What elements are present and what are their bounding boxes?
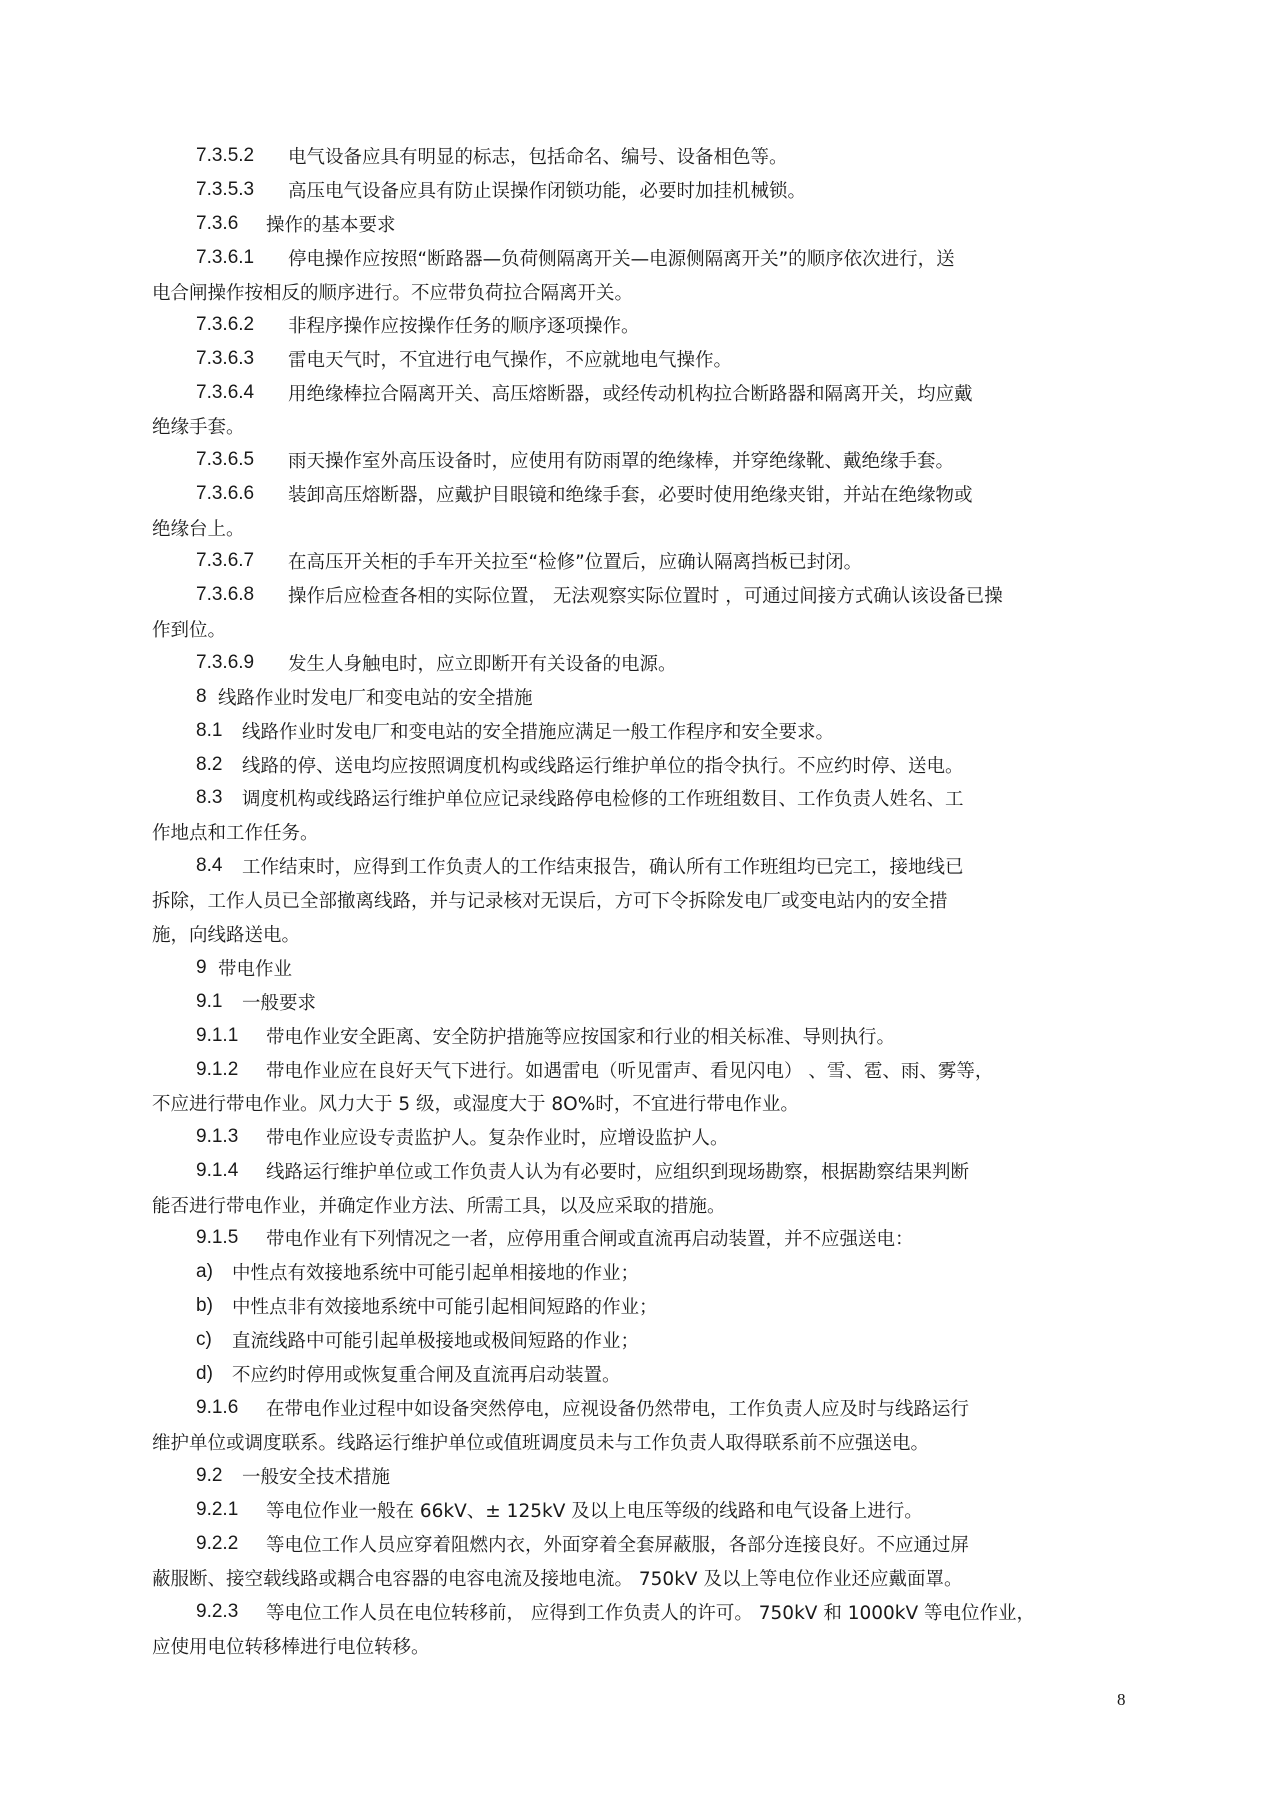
clause-number: 7.3.6.2 — [196, 314, 255, 335]
clause-text: 等电位工作人员应穿着阻燃内衣，外面穿着全套屏蔽服，各部分连接良好。不应通过屏 — [266, 1535, 970, 1556]
paragraph-continuation: 施，向线路送电。 — [152, 925, 301, 946]
clause-text: 一般要求 — [242, 993, 317, 1014]
clause-number: 9.2.1 — [196, 1499, 239, 1520]
clause-number: 9.2 — [196, 1465, 223, 1486]
paragraph-continuation: 绝缘台上。 — [152, 519, 245, 540]
clause-number: 7.3.6.9 — [196, 652, 255, 673]
clause-number: 8.4 — [196, 855, 223, 876]
clause-number: 7.3.6.8 — [196, 584, 255, 605]
clause-text: 不应约时停用或恢复重合闸及直流再启动装置。 — [232, 1365, 621, 1386]
clause-text: 在高压开关柜的手车开关拉至“检修”位置后，应确认隔离挡板已封闭。 — [288, 552, 863, 573]
clause-number: 7.3.6.1 — [196, 247, 255, 268]
clause-text: 停电操作应按照“断路器—负荷侧隔离开关—电源侧隔离开关”的顺序依次进行，送 — [288, 249, 955, 270]
clause-number: 8.2 — [196, 754, 223, 775]
clause-number: 7.3.6 — [196, 213, 239, 234]
clause-number: 7.3.6.5 — [196, 449, 255, 470]
clause-number: 7.3.6.6 — [196, 483, 255, 504]
clause-text: 工作结束时，应得到工作负责人的工作结束报告，确认所有工作班组均已完工，接地线已 — [242, 857, 964, 878]
clause-text: 在带电作业过程中如设备突然停电，应视设备仍然带电，工作负责人应及时与线路运行 — [266, 1399, 970, 1420]
clause-text: 带电作业 — [218, 959, 293, 980]
page-number: 8 — [1117, 1690, 1126, 1709]
paragraph-continuation: 作到位。 — [152, 620, 227, 641]
clause-number: a) — [196, 1261, 213, 1282]
clause-text: 操作的基本要求 — [266, 215, 396, 236]
clause-number: 9.1.6 — [196, 1397, 239, 1418]
clause-text: 中性点非有效接地系统中可能引起相间短路的作业； — [232, 1297, 658, 1318]
clause-number: 7.3.6.4 — [196, 382, 255, 403]
clause-number: 9.1 — [196, 991, 223, 1012]
paragraph-continuation: 绝缘手套。 — [152, 417, 245, 438]
clause-text: 发生人身触电时，应立即断开有关设备的电源。 — [288, 654, 677, 675]
clause-text: 线路作业时发电厂和变电站的安全措施 — [218, 688, 533, 709]
clause-text: 等电位作业一般在 66kV、± 125kV 及以上电压等级的线路和电气设备上进行。 — [266, 1501, 923, 1522]
clause-text: 一般安全技术措施 — [242, 1467, 391, 1488]
clause-text: 用绝缘棒拉合隔离开关、高压熔断器，或经传动机构拉合断路器和隔离开关，均应戴 — [288, 384, 973, 405]
clause-text: 装卸高压熔断器，应戴护目眼镜和绝缘手套，必要时使用绝缘夹钳，并站在绝缘物或 — [288, 485, 973, 506]
clause-number: c) — [196, 1329, 212, 1350]
clause-text: 带电作业应在良好天气下进行。如遇雷电（听见雷声、看见闪电） 、雪、雹、雨、雾等， — [266, 1061, 994, 1082]
clause-text: 带电作业应设专责监护人。复杂作业时，应增设监护人。 — [266, 1128, 729, 1149]
clause-number: 9 — [196, 957, 207, 978]
clause-text: 操作后应检查各相的实际位置， 无法观察实际位置时 ，可通过间接方式确认该设备已操 — [288, 586, 1003, 607]
paragraph-continuation: 拆除，工作人员已全部撤离线路，并与记录核对无误后，方可下令拆除发电厂或变电站内的安全措 — [152, 891, 948, 912]
clause-text: 线路作业时发电厂和变电站的安全措施应满足一般工作程序和安全要求。 — [242, 722, 835, 743]
clause-number: 9.1.2 — [196, 1059, 239, 1080]
clause-text: 线路运行维护单位或工作负责人认为有必要时，应组织到现场勘察，根据勘察结果判断 — [266, 1162, 970, 1183]
clause-number: 8.3 — [196, 787, 223, 808]
clause-text: 雨天操作室外高压设备时，应使用有防雨罩的绝缘棒，并穿绝缘靴、戴绝缘手套。 — [288, 451, 955, 472]
clause-number: 9.2.2 — [196, 1533, 239, 1554]
clause-text: 带电作业安全距离、安全防护措施等应按国家和行业的相关标准、导则执行。 — [266, 1027, 896, 1048]
paragraph-continuation: 电合闸操作按相反的顺序进行。不应带负荷拉合隔离开关。 — [152, 283, 634, 304]
paragraph-continuation: 作地点和工作任务。 — [152, 823, 319, 844]
clause-text: 非程序操作应按操作任务的顺序逐项操作。 — [288, 316, 640, 337]
clause-number: b) — [196, 1295, 213, 1316]
paragraph-continuation: 应使用电位转移棒进行电位转移。 — [152, 1637, 430, 1658]
clause-text: 雷电天气时，不宜进行电气操作，不应就地电气操作。 — [288, 350, 733, 371]
clause-number: 9.1.5 — [196, 1227, 239, 1248]
clause-number: 9.1.3 — [196, 1126, 239, 1147]
clause-text: 直流线路中可能引起单极接地或极间短路的作业； — [232, 1331, 640, 1352]
paragraph-continuation: 不应进行带电作业。风力大于 5 级，或湿度大于 8O%时，不宜进行带电作业。 — [152, 1094, 799, 1115]
clause-number: d) — [196, 1363, 213, 1384]
clause-text: 等电位工作人员在电位转移前， 应得到工作负责人的许可。 750kV 和 1000kV 等电位作业， — [266, 1603, 1036, 1624]
clause-text: 线路的停、送电均应按照调度机构或线路运行维护单位的指令执行。不应约时停、送电。 — [242, 756, 964, 777]
clause-number: 8.1 — [196, 720, 223, 741]
clause-number: 7.3.6.3 — [196, 348, 255, 369]
paragraph-continuation: 能否进行带电作业，并确定作业方法、所需工具，以及应采取的措施。 — [152, 1196, 726, 1217]
clause-text: 中性点有效接地系统中可能引起单相接地的作业； — [232, 1263, 640, 1284]
clause-text: 带电作业有下列情况之一者，应停用重合闸或直流再启动装置，并不应强送电： — [266, 1229, 914, 1250]
clause-number: 7.3.6.7 — [196, 550, 255, 571]
clause-number: 9.1.1 — [196, 1025, 239, 1046]
clause-number: 9.2.3 — [196, 1601, 239, 1622]
clause-text: 调度机构或线路运行维护单位应记录线路停电检修的工作班组数目、工作负责人姓名、工 — [242, 789, 964, 810]
clause-number: 9.1.4 — [196, 1160, 239, 1181]
paragraph-continuation: 蔽服断、接空载线路或耦合电容器的电容电流及接地电流。 750kV 及以上等电位作业还应戴面罩。 — [152, 1569, 963, 1590]
clause-text: 电气设备应具有明显的标志，包括命名、编号、设备相色等。 — [288, 147, 788, 168]
clause-number: 7.3.5.3 — [196, 179, 255, 200]
paragraph-continuation: 维护单位或调度联系。线路运行维护单位或值班调度员未与工作负责人取得联系前不应强送电。 — [152, 1433, 930, 1454]
clause-text: 高压电气设备应具有防止误操作闭锁功能，必要时加挂机械锁。 — [288, 181, 807, 202]
clause-number: 8 — [196, 686, 207, 707]
clause-number: 7.3.5.2 — [196, 145, 255, 166]
